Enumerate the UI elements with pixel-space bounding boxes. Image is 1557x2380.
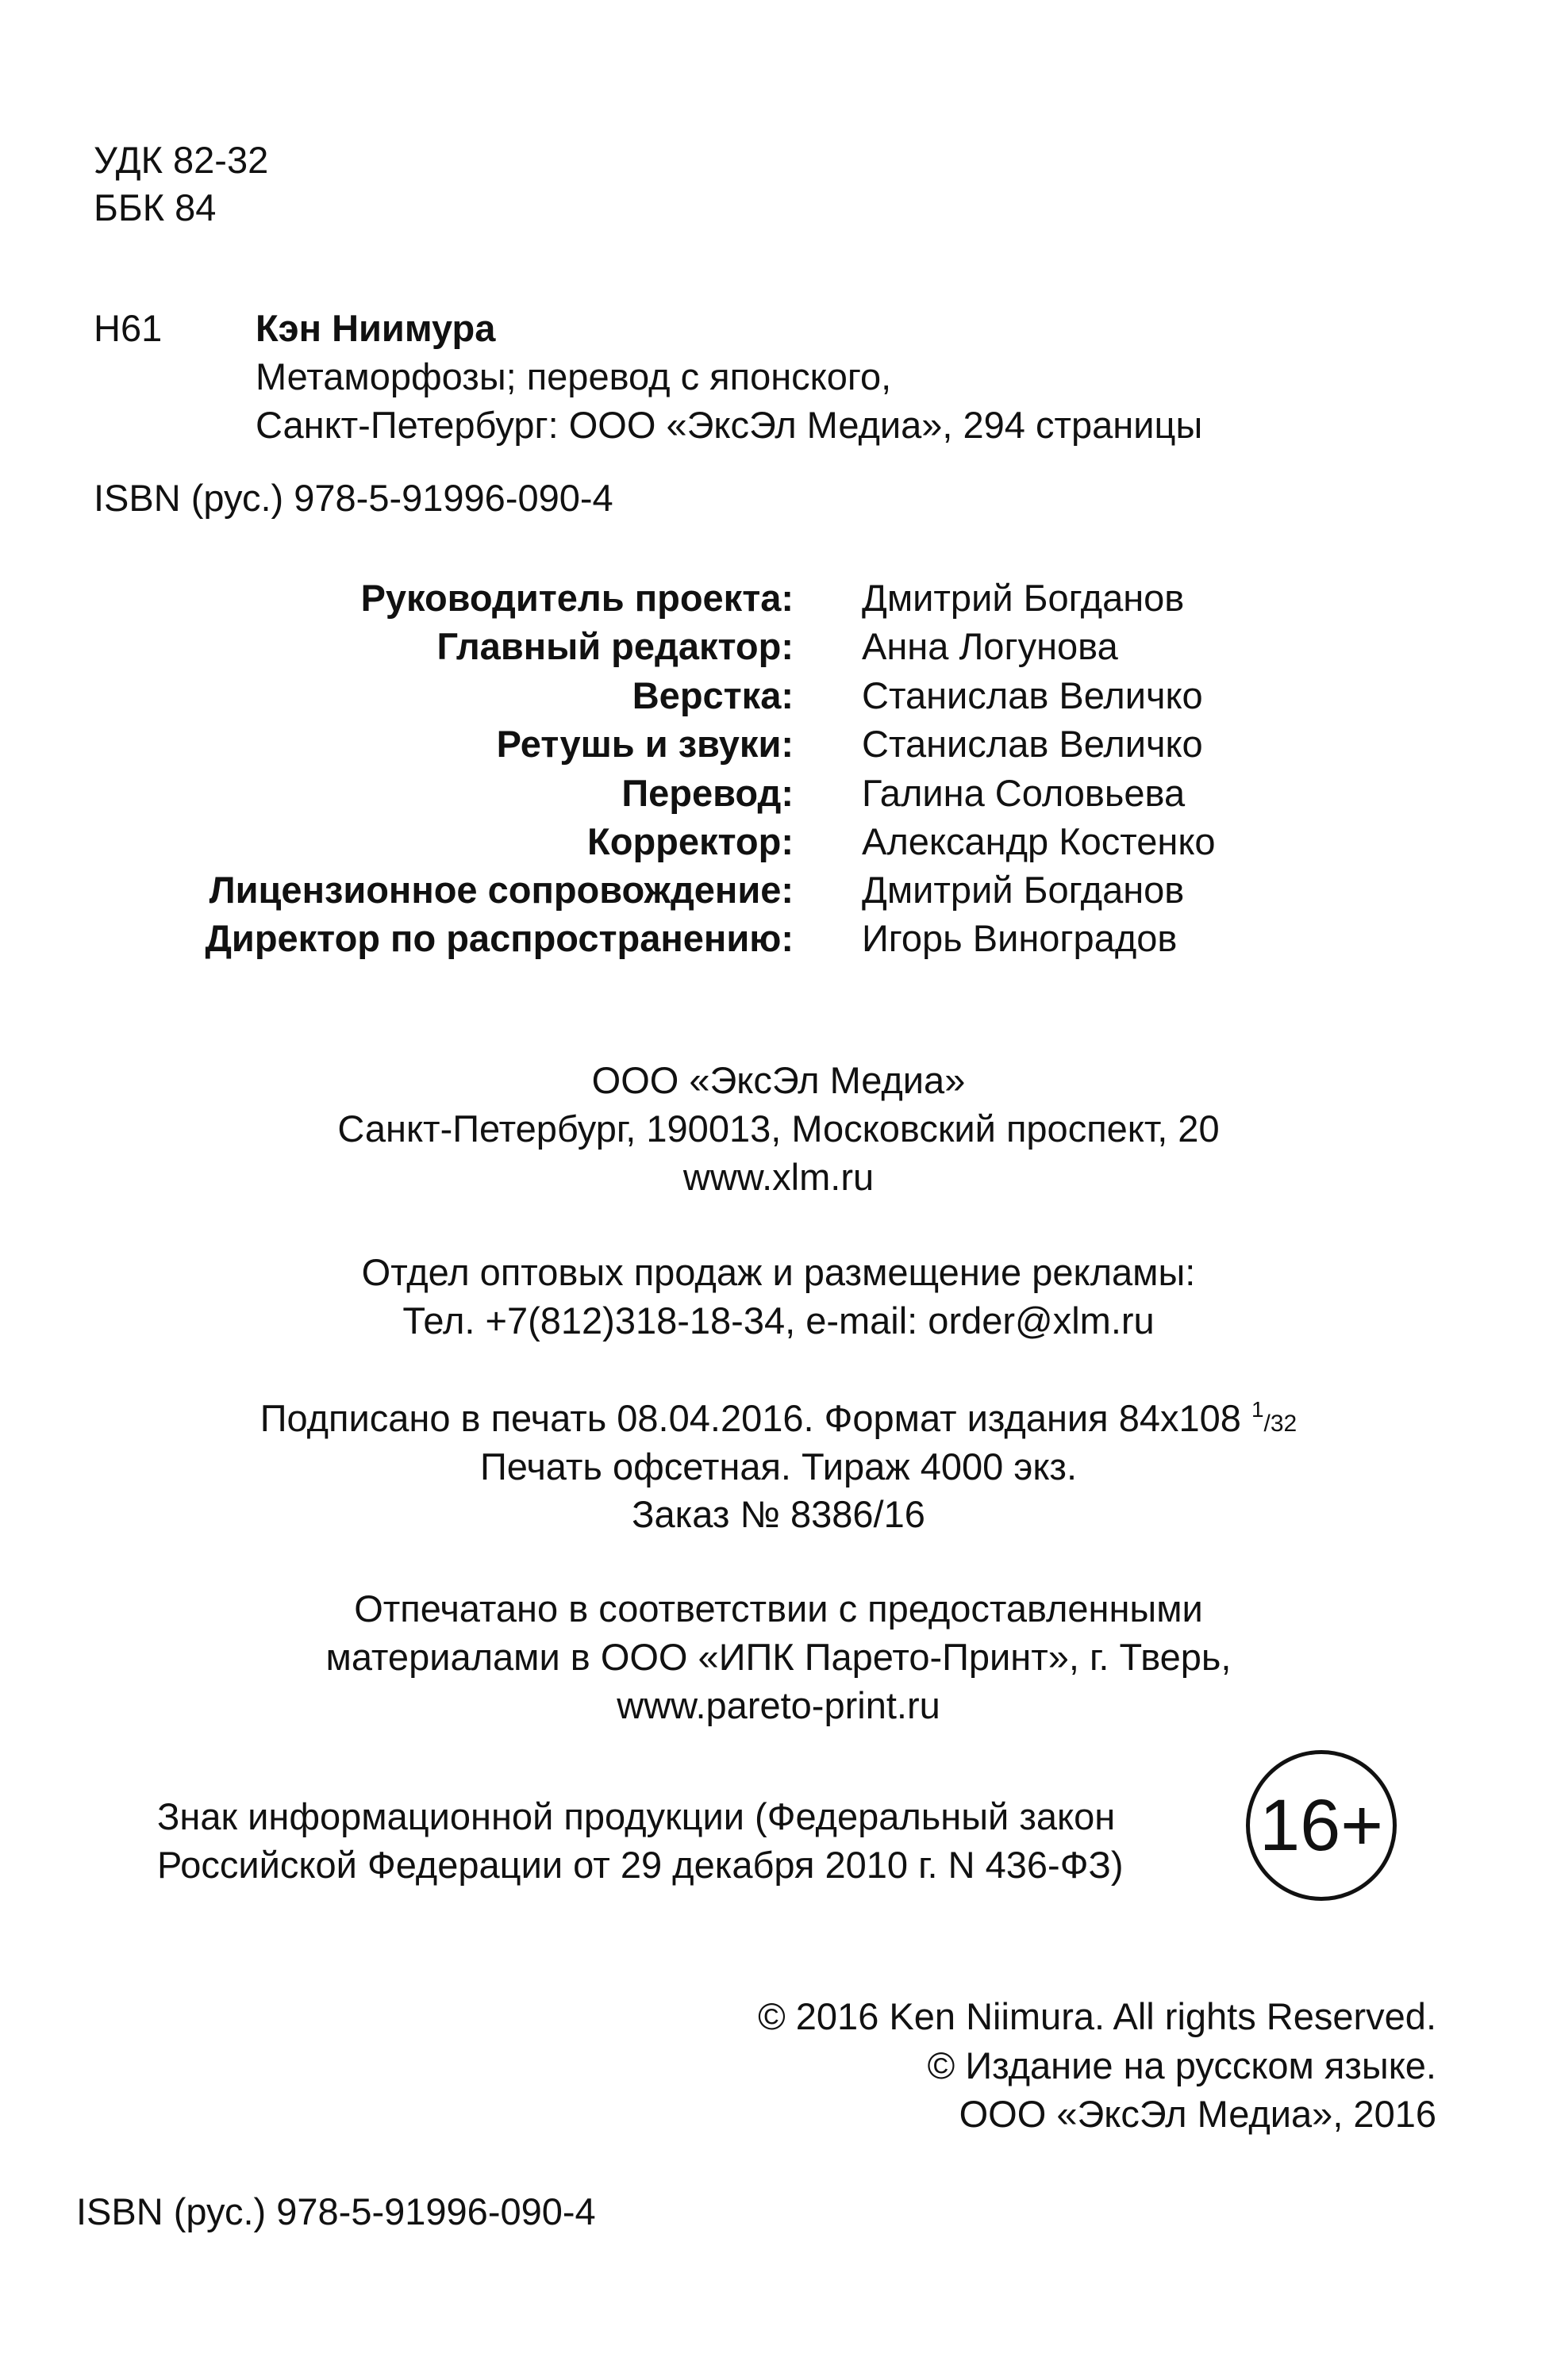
catalog-line-2: Санкт-Петербург: ООО «ЭксЭл Медиа», 294 страницы	[256, 404, 1203, 446]
publisher-name: ООО «ЭксЭл Медиа»	[591, 1059, 966, 1101]
print-signed-format: Подписано в печать 08.04.2016. Формат издания 84x108	[260, 1397, 1241, 1439]
age-rating-badge: 16+	[1246, 1750, 1397, 1901]
printer-site: www.pareto-print.ru	[617, 1684, 940, 1726]
printer-line-1: Отпечатано в соответствии с предоставленными	[354, 1587, 1203, 1630]
age-rating-line-1: Знак информационной продукции (Федеральный закон	[157, 1795, 1116, 1837]
credit-role: Директор по распространению:	[205, 917, 794, 959]
age-rating-line-2: Российской Федерации от 29 декабря 2010 г. N 436-ФЗ)	[157, 1844, 1124, 1886]
credit-name: Анна Логунова	[862, 625, 1118, 667]
printer-line-2: материалами в ООО «ИПК Парето-Принт», г. Тверь,	[325, 1636, 1232, 1678]
copyright-line-2: © Издание на русском языке.	[927, 2044, 1436, 2086]
bbk-code: ББК 84	[94, 186, 217, 228]
order-number: Заказ № 8386/16	[632, 1493, 925, 1535]
credit-name: Станислав Величко	[862, 674, 1203, 716]
credit-role: Корректор:	[587, 820, 794, 862]
isbn-bottom: ISBN (рус.) 978-5-91996-090-4	[76, 2190, 596, 2232]
credit-name: Галина Соловьева	[862, 772, 1186, 814]
publisher-site: www.xlm.ru	[682, 1156, 875, 1198]
catalog-line-1: Метаморфозы; перевод с японского,	[256, 355, 892, 397]
credit-role: Ретушь и звуки:	[496, 723, 794, 765]
format-fraction-num: 1	[1251, 1397, 1264, 1422]
print-line-2: Печать офсетная. Тираж 4000 экз.	[479, 1445, 1078, 1488]
publisher-address: Санкт-Петербург, 190013, Московский проспект, 20	[337, 1107, 1220, 1150]
copyright-line-3: ООО «ЭксЭл Медиа», 2016	[959, 2093, 1436, 2135]
udk-code: УДК 82-32	[94, 139, 269, 181]
format-fraction	[1251, 1397, 1298, 1437]
credit-role: Перевод:	[621, 772, 794, 814]
credit-name: Дмитрий Богданов	[862, 577, 1185, 619]
credit-name: Игорь Виноградов	[862, 917, 1178, 959]
author-name: Кэн Ниимура	[256, 307, 496, 349]
credit-role: Верстка:	[632, 674, 794, 716]
credit-role: Главный редактор:	[436, 625, 794, 667]
sales-contact: Тел. +7(812)318-18-34, e-mail: order@xlm.ru	[402, 1299, 1155, 1342]
credit-name: Александр Костенко	[862, 820, 1216, 862]
format-fraction-den: /32	[1263, 1411, 1298, 1437]
credit-name: Станислав Величко	[862, 723, 1203, 765]
catalog-code: Н61	[94, 307, 163, 349]
credit-role: Лицензионное сопровождение:	[209, 869, 794, 911]
credit-name: Дмитрий Богданов	[862, 869, 1185, 911]
print-line-1	[0, 1399, 1557, 1437]
sales-line-1: Отдел оптовых продаж и размещение рекламы:	[361, 1251, 1196, 1293]
copyright-line-1: © 2016 Ken Niimura. All rights Reserved.	[758, 1995, 1436, 2037]
isbn-top: ISBN (рус.) 978-5-91996-090-4	[94, 477, 613, 519]
credit-role: Руководитель проекта:	[360, 577, 794, 619]
